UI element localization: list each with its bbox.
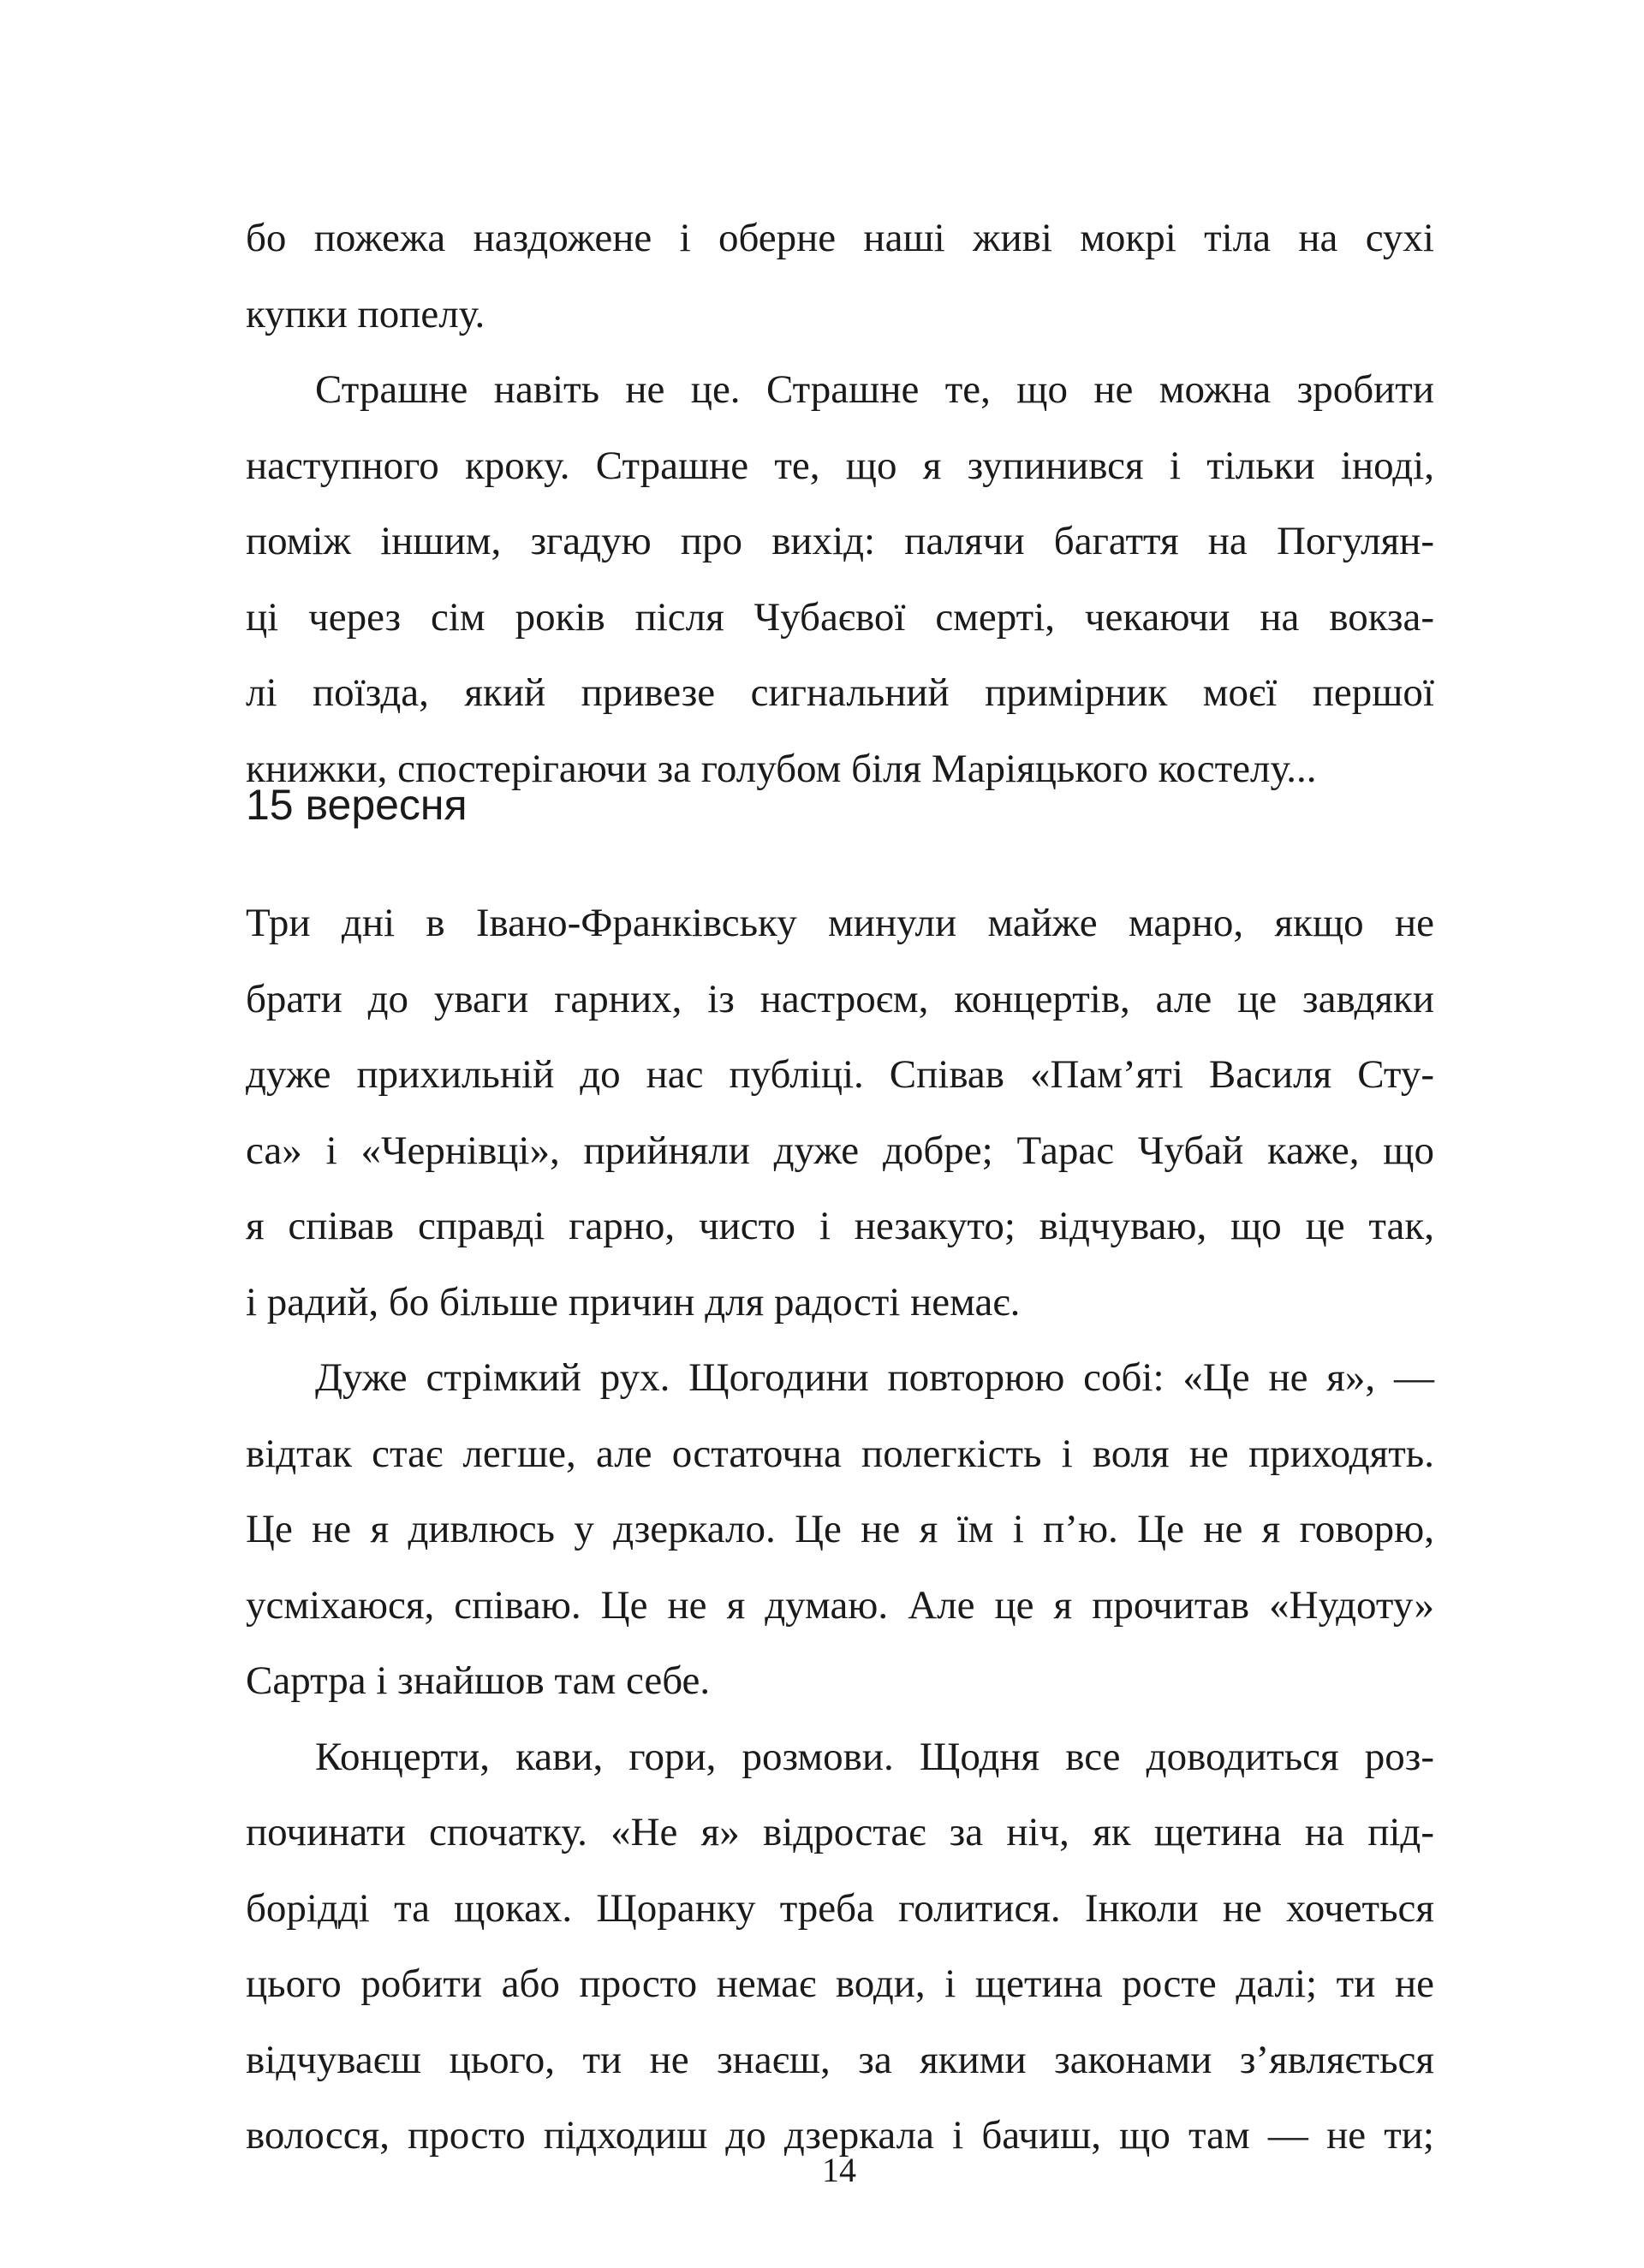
text-line: поміж іншим, згадую про вихід: палячи багаття на Погулян- (246, 519, 1434, 563)
text-line: відчуваєш цього, ти не знаєш, за якими законами з’являється (246, 2037, 1434, 2082)
section-heading-date: 15 вересня (246, 781, 468, 829)
text-line: Концерти, кави, гори, розмови. Щодня все доводиться роз- (315, 1734, 1434, 1779)
text-line: са» і «Чернівці», прийняли дуже добре; Тарас Чубай каже, що (246, 1128, 1434, 1173)
text-line: лі поїзда, який привезе сигнальний примірник моєї першої (246, 670, 1434, 715)
text-line: дуже прихильній до нас публіці. Співав «Пам’яті Василя Сту- (246, 1052, 1434, 1097)
page-number: 14 (822, 2151, 856, 2189)
text-line: брати до уваги гарних, із настроєм, концертів, але це завдяки (246, 976, 1434, 1021)
text-line: книжки, спостерігаючи за голубом біля Маріяцького костелу... (246, 746, 1317, 791)
text-line: Страшне навіть не це. Страшне те, що не можна зробити (315, 367, 1434, 412)
text-line: я співав справді гарно, чисто і незакуто; відчуваю, що це так, (246, 1204, 1434, 1248)
text-line: купки попелу. (246, 291, 485, 336)
text-line: цього робити або просто немає води, і щетина росте далі; ти не (246, 1961, 1434, 2006)
text-line: Дуже стрімкий рух. Щогодини повторюю собі: «Це не я», — (315, 1355, 1434, 1400)
text-line: починати спочатку. «Не я» відростає за ніч, як щетина на під- (246, 1810, 1434, 1854)
text-line: борідді та щоках. Щоранку треба голитися. Інколи не хочеться (246, 1885, 1434, 1931)
text-line: усміхаюся, співаю. Це не я думаю. Але це я прочитав «Нудоту» (246, 1582, 1434, 1628)
text-line: бо пожежа наздожене і оберне наші живі мокрі тіла на сухі (246, 216, 1434, 260)
text-line: наступного кроку. Страшне те, що я зупинився і тільки іноді, (246, 443, 1434, 488)
text-line: Це не я дивлюсь у дзеркало. Це не я їм і п’ю. Це не я говорю, (246, 1507, 1434, 1551)
text-line: і радий, бо більше причин для радості немає. (246, 1279, 1021, 1324)
text-line: Три дні в Івано-Франківську минули майже марно, якщо не (246, 901, 1434, 945)
text-line: волосся, просто підходиш до дзеркала і бачиш, що там — не ти; (246, 2113, 1434, 2158)
text-line: відтак стає легше, але остаточна полегкість і воля не приходять. (246, 1431, 1434, 1476)
text-line: Сартра і знайшов там себе. (246, 1658, 711, 1703)
text-line: ці через сім років після Чубаєвої смерті, чекаючи на вокза- (246, 594, 1434, 640)
